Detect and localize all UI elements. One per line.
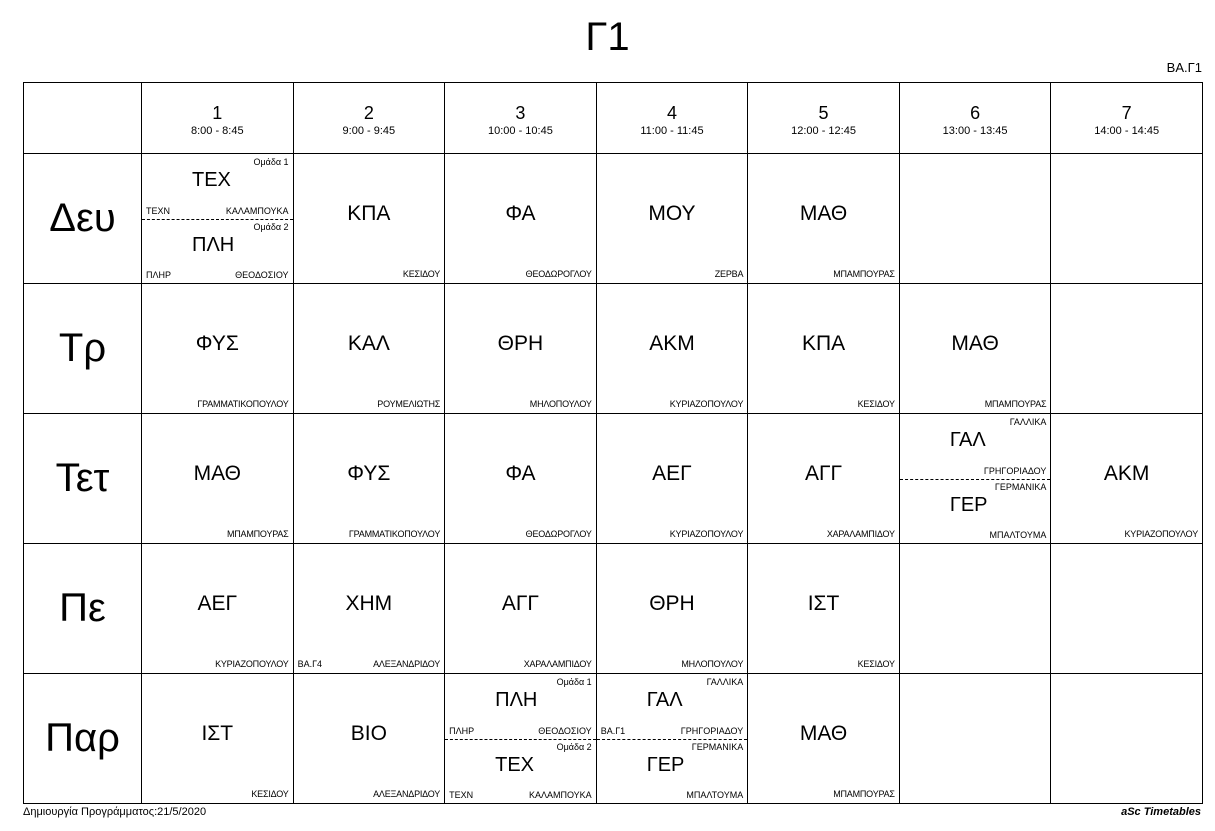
room-code: ΠΛΗΡ [449, 725, 475, 736]
teacher-name: ΘΕΟΔΟΣΙΟΥ [538, 725, 592, 736]
teacher-name: ΘΕΟΔΟΣΙΟΥ [235, 270, 289, 280]
day-row [24, 154, 1203, 284]
group-label: ΓΕΡΜΑΝΙΚΑ [994, 481, 1047, 492]
day-row [24, 674, 1203, 804]
period-number: 2 [363, 103, 374, 123]
teacher-name: ΚΑΛΑΜΠΟΥΚΑ [225, 205, 289, 216]
subject-code: ΚΠΑ [801, 332, 846, 355]
created-date: Δημιουργία Προγράμματος:21/5/2020 [23, 806, 207, 818]
period-time: 11:00 - 11:45 [640, 125, 704, 137]
teacher-name: ΖΕΡΒΑ [714, 269, 744, 279]
subject-code: ΜΑΘ [193, 462, 241, 485]
period-time: 14:00 - 14:45 [1094, 125, 1160, 137]
teacher-name: ΚΕΣΙΔΟΥ [857, 399, 895, 409]
teacher-name: ΜΠΑΜΠΟΥΡΑΣ [833, 789, 895, 799]
lesson-group-top [597, 674, 748, 740]
subject-code: ΦΑ [505, 462, 536, 485]
subject-code: ΦΥΣ [347, 462, 391, 485]
period-time: 10:00 - 10:45 [487, 125, 553, 137]
teacher-name: ΜΠΑΛΤΟΥΜΑ [686, 790, 744, 800]
subject-code: ΠΛΗ [495, 689, 538, 711]
lesson-cell [445, 284, 597, 414]
subject-code: ΑΚΜ [1103, 462, 1150, 485]
room-code: ΒΑ.Γ1 [600, 725, 626, 736]
subject-code: ΒΙΟ [350, 722, 387, 745]
room-code: ΤΕΧΝ [449, 790, 474, 800]
teacher-name: ΜΗΛΟΠΟΥΛΟΥ [681, 659, 744, 669]
day-label: Δευ [24, 154, 142, 284]
period-number: 5 [818, 103, 829, 123]
day-label: Τετ [24, 414, 142, 544]
teacher-name: ΜΠΑΜΠΟΥΡΑΣ [984, 399, 1047, 409]
period-header [142, 83, 294, 154]
empty-cell [899, 154, 1051, 284]
period-time: 9:00 - 9:45 [342, 125, 396, 137]
subject-code: ΜΟΥ [648, 202, 696, 225]
empty-cell [899, 544, 1051, 674]
period-number: 4 [666, 103, 677, 123]
lesson-cell [748, 674, 900, 804]
period-number: 6 [970, 103, 981, 123]
subject-code: ΑΕΓ [652, 462, 692, 485]
lesson-cell [142, 154, 294, 284]
period-time: 8:00 - 8:45 [190, 125, 244, 137]
empty-cell [899, 674, 1051, 804]
teacher-name: ΓΡΑΜΜΑΤΙΚΟΠΟΥΛΟΥ [348, 529, 441, 539]
group-label: Ομάδα 2 [253, 221, 289, 232]
teacher-name: ΧΑΡΑΛΑΜΠΙΔΟΥ [523, 659, 592, 669]
subject-code: ΘΡΗ [497, 332, 544, 355]
teacher-name: ΚΥΡΙΑΖΟΠΟΥΛΟΥ [1124, 529, 1198, 539]
empty-cell [1051, 154, 1203, 284]
teacher-name: ΚΕΣΙΔΟΥ [857, 659, 895, 669]
day-row [24, 414, 1203, 544]
teacher-name: ΚΥΡΙΑΖΟΠΟΥΛΟΥ [669, 399, 744, 409]
period-time: 13:00 - 13:45 [942, 125, 1008, 137]
lesson-cell [748, 414, 900, 544]
lesson-cell [445, 544, 597, 674]
subject-code: ΓΑΛ [646, 689, 683, 711]
lesson-cell [899, 284, 1051, 414]
group-label: ΓΑΛΛΙΚΑ [1009, 417, 1047, 427]
period-header [1051, 83, 1203, 154]
teacher-name: ΘΕΟΔΩΡΟΓΛΟΥ [525, 269, 592, 279]
teacher-name: ΚΥΡΙΑΖΟΠΟΥΛΟΥ [215, 659, 289, 669]
subject-code: ΑΚΜ [649, 332, 695, 355]
lesson-group-bottom [142, 219, 293, 284]
lesson-cell [142, 544, 294, 674]
room-code: ΤΕΧΝ [146, 205, 171, 216]
group-label: Ομάδα 2 [556, 741, 592, 752]
subject-code: ΤΕΧ [495, 753, 535, 776]
group-label: ΓΕΡΜΑΝΙΚΑ [691, 741, 744, 752]
teacher-name: ΑΛΕΞΑΝΔΡΙΔΟΥ [373, 659, 441, 669]
period-header [899, 83, 1051, 154]
lesson-cell [445, 414, 597, 544]
lesson-group-bottom [597, 739, 748, 804]
brand-label: aSc Timetables [1121, 806, 1201, 818]
teacher-name: ΡΟΥΜΕΛΙΩΤΗΣ [377, 399, 441, 409]
corner-cell [24, 83, 142, 154]
lesson-cell [293, 284, 445, 414]
room-code: ΒΑ.Γ1 [1166, 60, 1202, 75]
teacher-name: ΚΕΣΙΔΟΥ [251, 789, 289, 799]
lesson-cell [596, 674, 748, 804]
subject-code: ΜΑΘ [799, 722, 848, 745]
teacher-name: ΓΡΗΓΟΡΙΑΔΟΥ [680, 725, 744, 736]
day-label: Πε [24, 544, 142, 674]
lesson-cell [293, 414, 445, 544]
teacher-name: ΓΡΗΓΟΡΙΑΔΟΥ [983, 465, 1047, 476]
subject-code: ΑΕΓ [197, 592, 238, 615]
lesson-cell [142, 284, 294, 414]
lesson-cell [748, 154, 900, 284]
subject-code: ΑΓΓ [501, 592, 539, 615]
day-row [24, 284, 1203, 414]
header-row [24, 83, 1203, 154]
day-label: Τρ [24, 284, 142, 414]
lesson-group-top [445, 674, 596, 740]
lesson-cell [596, 154, 748, 284]
period-header [748, 83, 900, 154]
subject-code: ΜΑΘ [951, 332, 999, 355]
lesson-cell [142, 674, 294, 804]
group-label: Ομάδα 1 [253, 157, 289, 167]
teacher-name: ΑΛΕΞΑΝΔΡΙΔΟΥ [373, 789, 441, 799]
lesson-cell [293, 674, 445, 804]
subject-code: ΤΕΧ [192, 169, 231, 191]
subject-code: ΚΑΛ [347, 332, 390, 355]
period-header [293, 83, 445, 154]
teacher-name: ΘΕΟΔΩΡΟΓΛΟΥ [525, 529, 592, 539]
teacher-name: ΜΠΑΜΠΟΥΡΑΣ [833, 269, 895, 279]
lesson-group-top [900, 414, 1051, 480]
subject-code: ΙΣΤ [807, 592, 840, 615]
room-code: ΠΛΗΡ [146, 270, 172, 280]
subject-code: ΚΠΑ [347, 202, 391, 225]
subject-code: ΓΕΡ [646, 753, 685, 776]
lesson-cell [293, 154, 445, 284]
period-header [445, 83, 597, 154]
lesson-cell [596, 544, 748, 674]
group-label: ΓΑΛΛΙΚΑ [706, 677, 744, 687]
teacher-name: ΓΡΑΜΜΑΤΙΚΟΠΟΥΛΟΥ [197, 399, 289, 409]
day-row [24, 544, 1203, 674]
lesson-cell [596, 414, 748, 544]
subject-code: ΜΑΘ [799, 202, 848, 225]
lesson-group-bottom [445, 739, 596, 804]
lesson-cell [1051, 414, 1203, 544]
lesson-cell [748, 544, 900, 674]
lesson-cell [445, 154, 597, 284]
empty-cell [1051, 544, 1203, 674]
group-label: Ομάδα 1 [556, 677, 592, 687]
empty-cell [1051, 284, 1203, 414]
subject-code: ΓΑΛ [949, 429, 986, 451]
lesson-cell [596, 284, 748, 414]
lesson-cell [445, 674, 597, 804]
subject-code: ΙΣΤ [201, 722, 234, 745]
room-code: ΒΑ.Γ4 [297, 659, 323, 669]
timetable [23, 82, 1203, 804]
period-time: 12:00 - 12:45 [791, 125, 856, 137]
lesson-cell [142, 414, 294, 544]
lesson-cell [293, 544, 445, 674]
teacher-name: ΚΑΛΑΜΠΟΥΚΑ [528, 790, 592, 800]
period-number: 1 [212, 103, 223, 123]
subject-code: ΦΥΣ [195, 332, 239, 355]
subject-code: ΘΡΗ [649, 592, 695, 615]
teacher-name: ΧΑΡΑΛΑΜΠΙΔΟΥ [826, 529, 895, 539]
empty-cell [1051, 674, 1203, 804]
teacher-name: ΚΥΡΙΑΖΟΠΟΥΛΟΥ [669, 529, 744, 539]
subject-code: ΧΗΜ [345, 592, 393, 615]
subject-code: ΦΑ [505, 202, 536, 225]
day-label: Παρ [24, 674, 142, 804]
teacher-name: ΜΗΛΟΠΟΥΛΟΥ [529, 399, 592, 409]
lesson-group-bottom [900, 479, 1051, 544]
lesson-group-top [142, 154, 293, 220]
teacher-name: ΜΠΑΜΠΟΥΡΑΣ [226, 529, 289, 539]
lesson-cell [748, 284, 900, 414]
teacher-name: ΜΠΑΛΤΟΥΜΑ [989, 530, 1047, 540]
teacher-name: ΚΕΣΙΔΟΥ [402, 269, 441, 279]
lesson-cell [899, 414, 1051, 544]
period-header [596, 83, 748, 154]
period-number: 3 [515, 103, 526, 123]
subject-code: ΠΛΗ [192, 233, 235, 256]
period-number: 7 [1121, 103, 1132, 123]
page-title: Γ1 [585, 15, 630, 59]
subject-code: ΓΕΡ [949, 493, 988, 516]
subject-code: ΑΓΓ [804, 462, 843, 485]
